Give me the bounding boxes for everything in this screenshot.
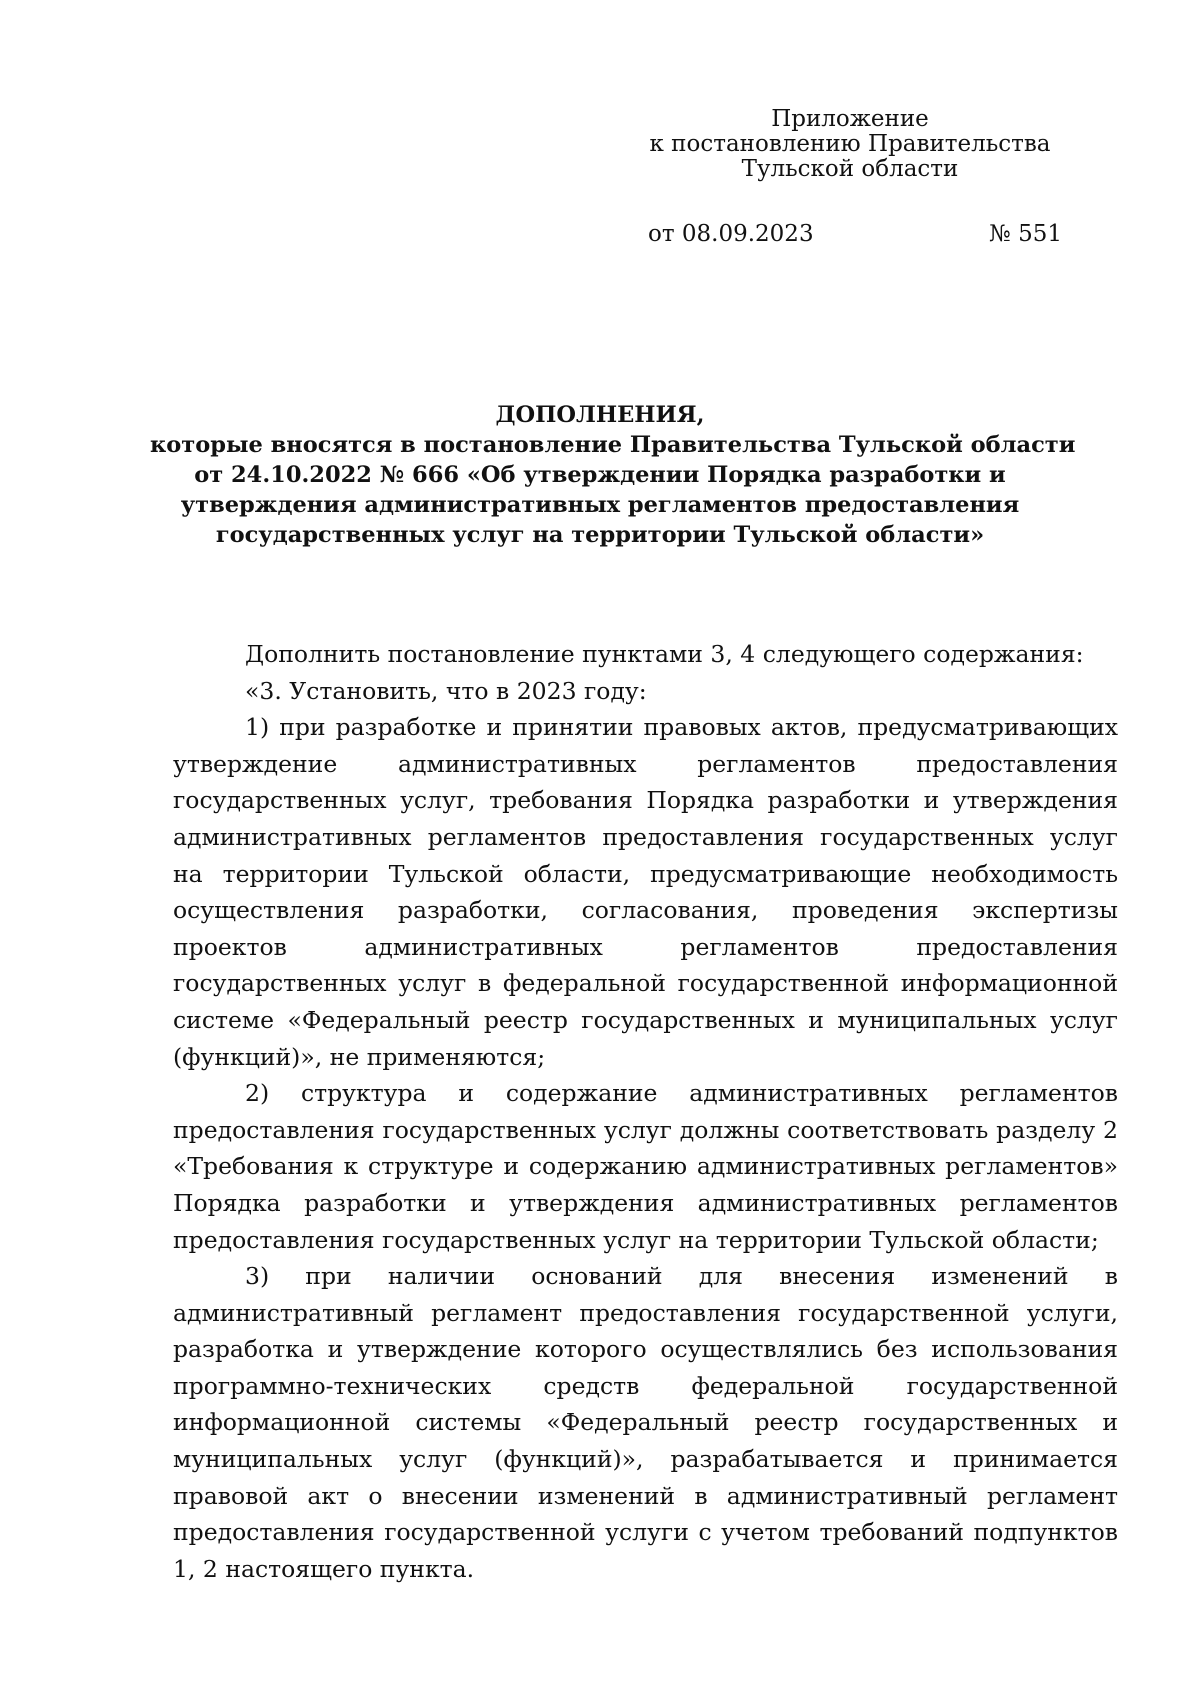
title-line: которые вносятся в постановление Правительства Тульской области xyxy=(150,432,1076,458)
document-title xyxy=(150,400,1076,550)
document-body xyxy=(173,636,1118,1587)
title-heading: ДОПОЛНЕНИЯ, xyxy=(495,402,705,428)
resolution-date: от 08.09.2023 xyxy=(648,221,814,247)
body-paragraph-subitem-2: 2) структура и содержание административных регламентов предоставления государственных услуг должны соответствовать разделу 2 «Требования к структуре и содержанию административных регламентов» Порядка разработки и утверждения административных регламентов предоставления государственных услуг на территории Тульской области; xyxy=(173,1079,1118,1254)
appendix-heading: Приложение xyxy=(771,106,929,132)
title-line: от 24.10.2022 № 666 «Об утверждении Порядка разработки и xyxy=(194,462,1006,488)
appendix-block xyxy=(640,107,1060,182)
resolution-number: № 551 xyxy=(989,221,1062,247)
body-paragraph-subitem-3: 3) при наличии оснований для внесения изменений в административный регламент предоставления государственной услуги, разработка и утверждение которого осуществлялись без использования программно-технических средств федеральной государственной информационной системы «Федеральный реестр государственных и муниципальных услуг (функций)», разрабатывается и принимается правовой акт о внесении изменений в административный регламент предоставления государственной услуги с учетом требований подпунктов 1, 2 настоящего пункта. xyxy=(173,1262,1118,1583)
resolution-date-number xyxy=(648,220,1062,248)
title-line: государственных услуг на территории Тульской области» xyxy=(215,522,985,548)
body-paragraph-intro: Дополнить постановление пунктами 3, 4 следующего содержания: xyxy=(245,640,1084,668)
appendix-reference: к постановлению Правительства xyxy=(649,131,1051,157)
title-line: утверждения административных регламентов предоставления xyxy=(180,492,1020,518)
body-paragraph-subitem-1: 1) при разработке и принятии правовых актов, предусматривающих утверждение административных регламентов предоставления государственных услуг, требования Порядка разработки и утверждения административных регламентов предоставления государственных услуг на территории Тульской области, предусматривающие необходимость осуществления разработки, согласования, проведения экспертизы проектов административных регламентов предоставления государственных услуг в федеральной государственной информационной системе «Федеральный реестр государственных и муниципальных услуг (функций)», не применяются; xyxy=(173,713,1118,1071)
body-paragraph-item-3: «3. Установить, что в 2023 году: xyxy=(245,676,647,705)
appendix-region: Тульской области xyxy=(741,156,959,182)
